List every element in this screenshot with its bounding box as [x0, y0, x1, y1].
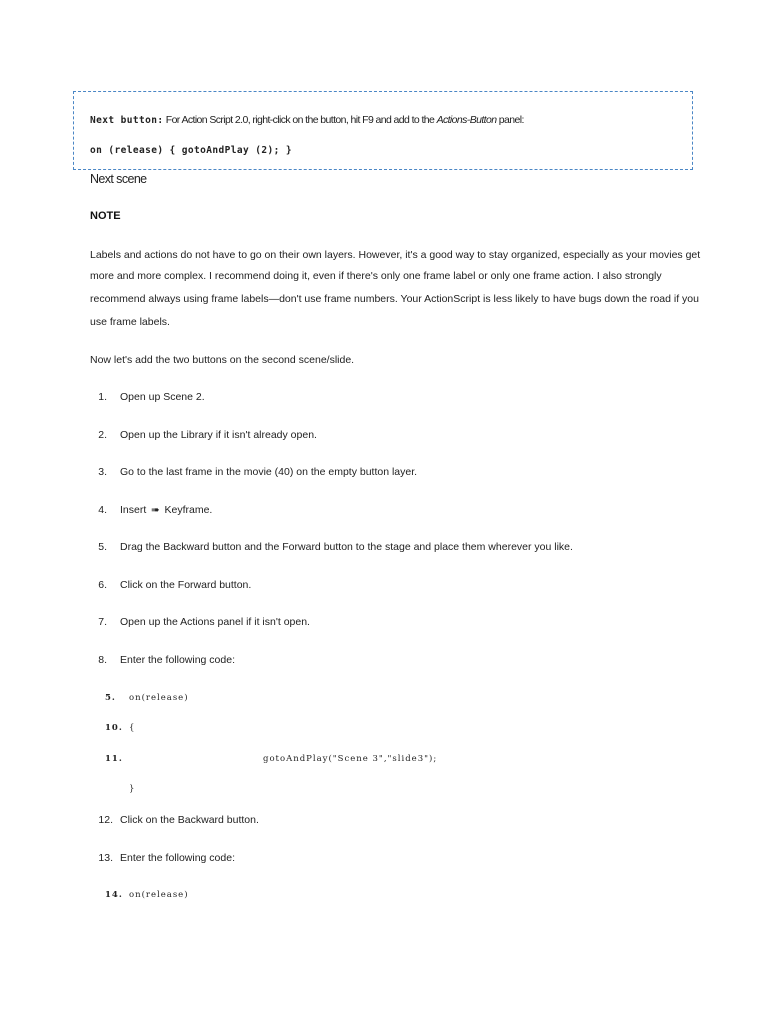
code-example-box: [73, 91, 693, 170]
step-number: 3.: [98, 466, 107, 478]
code-line-number: 14.: [105, 890, 123, 900]
note-line-2: more and more complex. I recommend doing it, even if there's only one frame label or only one frame action. I also strongly: [90, 270, 662, 282]
step-text-before: Insert: [120, 504, 150, 516]
code-line: on(release): [129, 890, 189, 900]
code-box-code: on (release) { gotoAndPlay (2); }: [90, 145, 292, 156]
section-title: Next scene: [90, 172, 147, 186]
step-text: Click on the Backward button.: [120, 814, 259, 826]
intro-paragraph: Now let's add the two buttons on the second scene/slide.: [90, 354, 355, 366]
note-label: NOTE: [90, 210, 121, 222]
step-number: 5.: [98, 541, 107, 553]
code-close-brace: }: [129, 784, 136, 794]
code-line: {: [129, 723, 136, 733]
code-line: gotoAndPlay("Scene 3","slide3");: [263, 754, 438, 764]
code-box-label: Next button:: [90, 115, 164, 126]
code-box-intro-text: For Action Script 2.0, right-click on the button, hit F9 and add to the: [163, 114, 437, 126]
step-text: Open up the Library if it isn't already open.: [120, 429, 317, 441]
code-box-intro-emphasis: Actions-Button: [436, 114, 497, 126]
note-line-4: use frame labels.: [90, 316, 170, 328]
note-line-3: recommend always using frame labels—don't use frame numbers. Your ActionScript is less likely to have bugs down the road if you: [90, 293, 699, 305]
code-box-intro: [90, 110, 524, 128]
code-line: on(release): [129, 693, 189, 703]
step-number: 7.: [98, 616, 107, 628]
code-line-number: 11.: [105, 754, 123, 764]
step-number: 1.: [98, 391, 107, 403]
code-line-number: 10.: [105, 723, 123, 733]
step-text: Drag the Backward button and the Forward button to the stage and place them wherever you like.: [120, 541, 573, 553]
step-number: 6.: [98, 579, 107, 591]
step-text: Open up the Actions panel if it isn't open.: [120, 616, 310, 628]
step-number: 12.: [98, 814, 113, 826]
code-box-intro-tail: panel:: [496, 114, 524, 126]
step-number: 8.: [98, 654, 107, 666]
code-line-number: 5.: [105, 693, 116, 703]
step-text: [120, 504, 212, 516]
step-number: 13.: [98, 852, 113, 864]
step-text: Open up Scene 2.: [120, 391, 205, 403]
step-text: Go to the last frame in the movie (40) on the empty button layer.: [120, 466, 418, 478]
arrow-icon: ➠: [151, 505, 160, 516]
step-text-after: Keyframe.: [161, 504, 213, 516]
step-number: 4.: [98, 504, 107, 516]
step-text: Enter the following code:: [120, 852, 235, 864]
step-text: Enter the following code:: [120, 654, 235, 666]
step-text: Click on the Forward button.: [120, 579, 252, 591]
note-line-1: Labels and actions do not have to go on their own layers. However, it's a good way to stay organized, especially as your movies get: [90, 249, 701, 261]
step-number: 2.: [98, 429, 107, 441]
